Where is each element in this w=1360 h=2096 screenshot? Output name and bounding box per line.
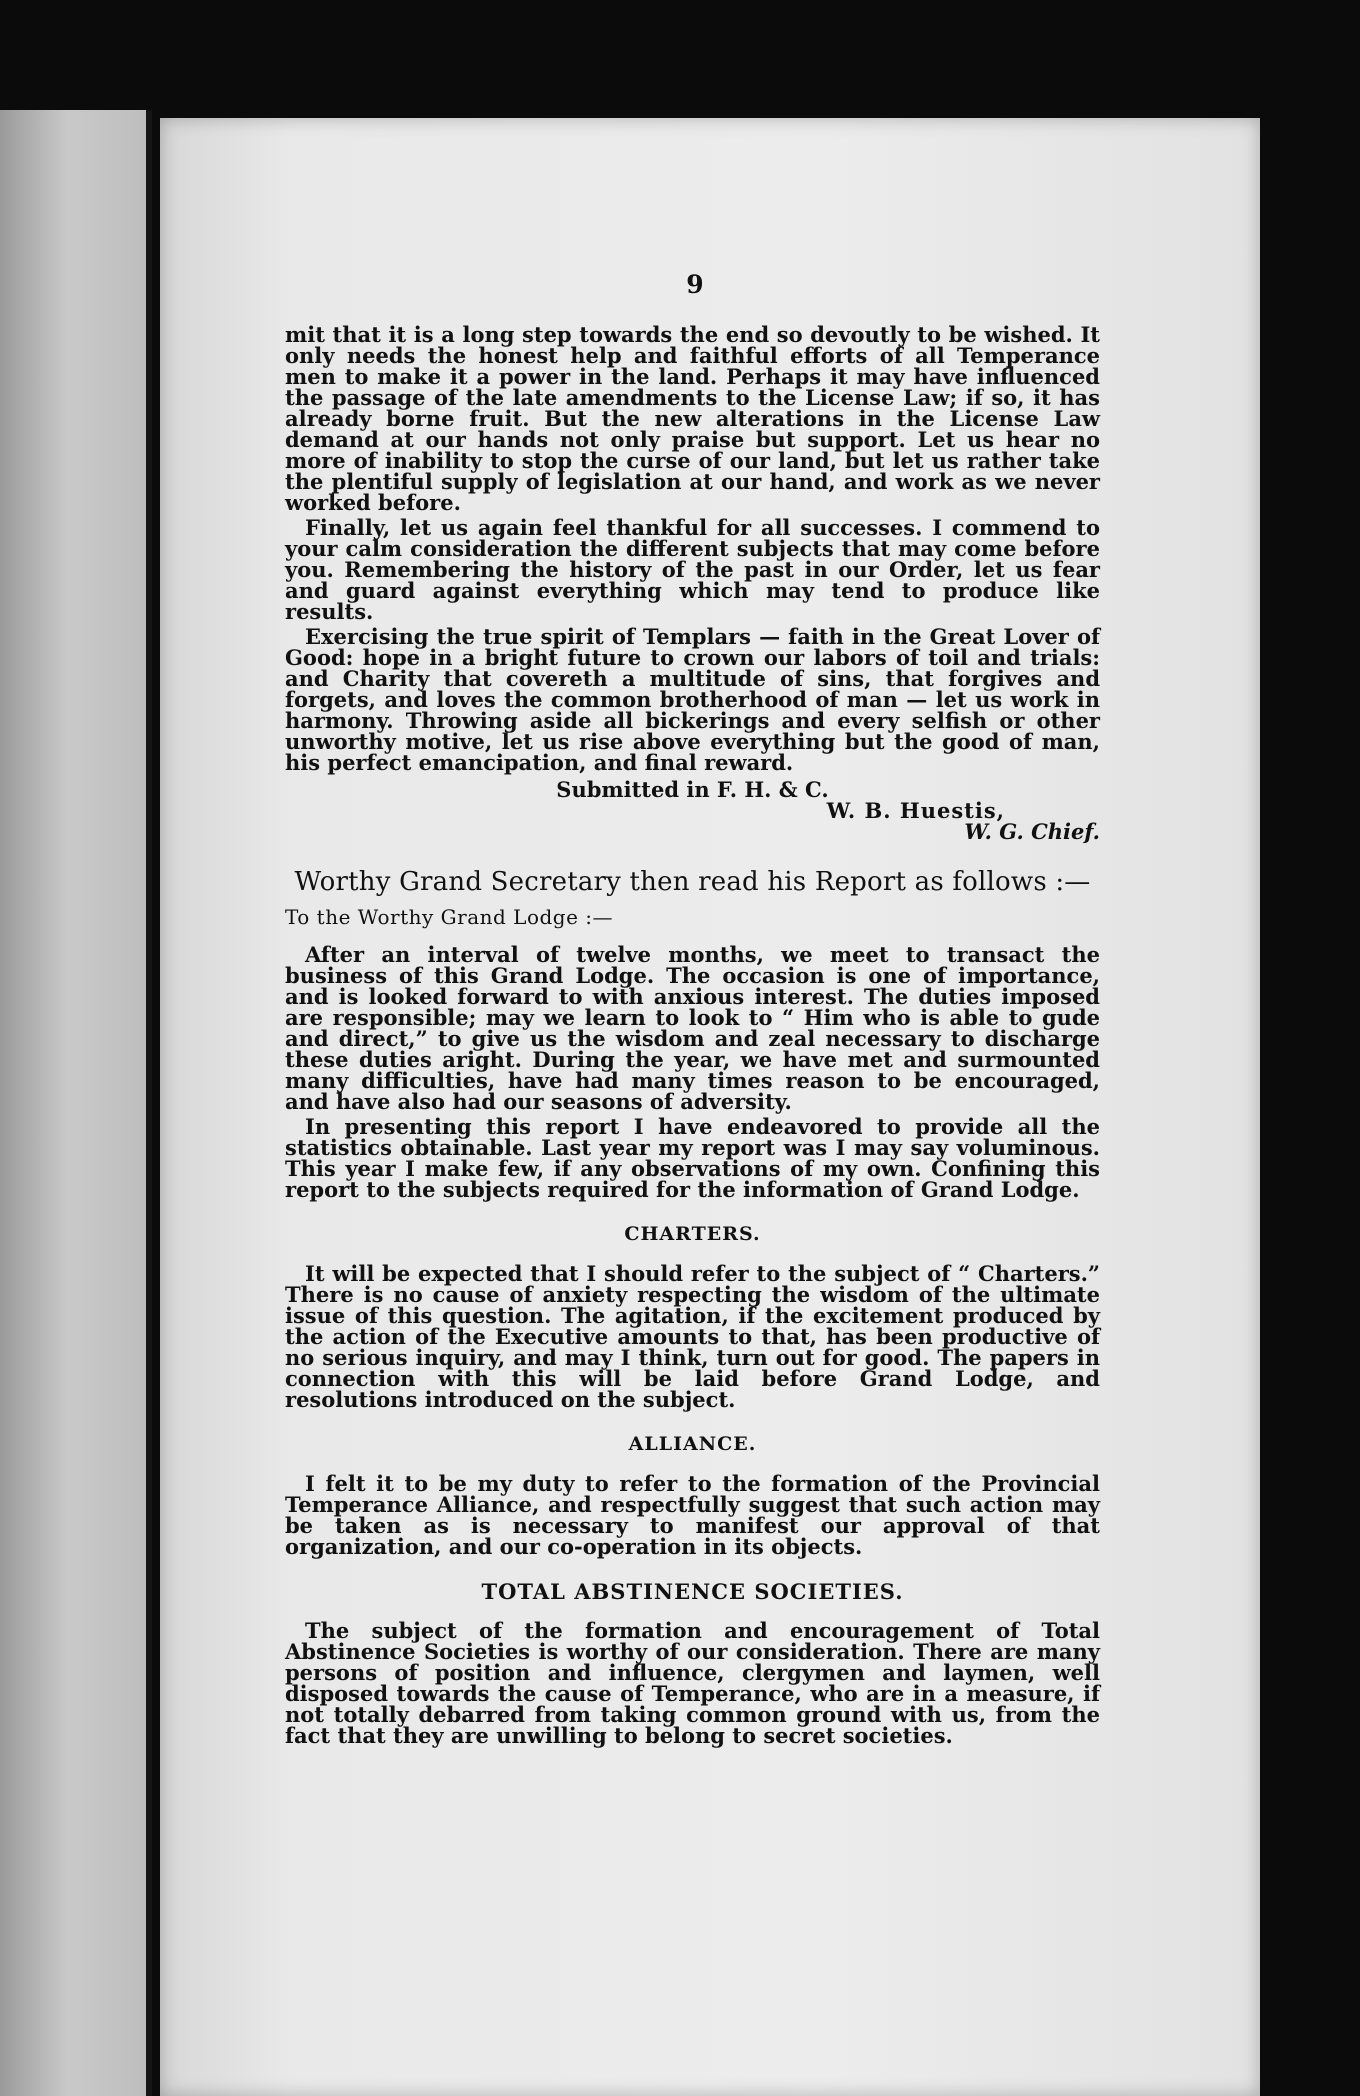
finally-paragraph: Finally, let us again feel thankful for all successes. I commend to your calm consideration the different subjects that may come before you. Remembering the history of the past in our Order, let us fear and guard against everything which may tend to produce like results. <box>285 515 1100 624</box>
submitted-line: Submitted in F. H. & C. <box>556 777 829 802</box>
section-heading-charters: CHARTERS. <box>624 1223 761 1245</box>
page-number: 9 <box>686 270 704 299</box>
page-body <box>285 268 1100 1746</box>
section-text-total-abstinence: The subject of the formation and encouragement of Total Abstinence Societies is worthy of our consideration. There are many persons of position and influence, clergymen and laymen, well disposed towards the cause of Temperance, who are in a measure, if not totally debarred from taking common ground with us, from the fact that they are unwilling to belong to secret societies. <box>285 1618 1100 1748</box>
signature-name: W. B. Huestis, <box>826 798 1005 823</box>
gutter-line <box>146 110 152 2096</box>
section-text-charters: It will be expected that I should refer to the subject of “ Charters.” There is no cause of anxiety respecting the wisdom of the ultimate issue of this question. The agitation, if the excitement produced by the action of the Executive amounts to that, has been productive of no serious inquiry, and may I think, turn out for good. The papers in connection with this will be laid before Grand Lodge, and resolutions introduced on the subject. <box>285 1261 1100 1412</box>
salutation: To the Worthy Grand Lodge :— <box>285 905 614 929</box>
report-paragraph: After an interval of twelve months, we meet to transact the business of this Grand Lodge. The occasion is one of importance, and is looked forward to with anxious interest. The duties imposed are responsible; may we learn to look to “ Him who is able to gude and direct,” to give us the wisdom and zeal necessary to discharge these duties aright. During the year, we have met and surmounted many difficulties, have had many times reason to be encouraged, and have also had our seasons of adversity. <box>285 942 1100 1114</box>
intro-block <box>285 324 1100 773</box>
signature-title: W. G. Chief. <box>964 819 1100 844</box>
section-heading-total-abstinence: TOTAL ABSTINENCE SOCIETIES. <box>481 1579 904 1604</box>
section-text-alliance: I felt it to be my duty to refer to the formation of the Provincial Temperance Alliance, and respectfully suggest that such action may be taken as is necessary to manifest our approval of that organization, and our co-operation in its objects. <box>285 1471 1100 1559</box>
report-heading: Worthy Grand Secretary then read his Report as follows :— <box>294 867 1091 897</box>
section-heading-alliance: ALLIANCE. <box>628 1433 757 1455</box>
report-paragraph: In presenting this report I have endeavored to provide all the statistics obtainable. Last year my report was I may say voluminous. This year I make few, if any observations of my own. Confining this report to the subjects required for the information of Grand Lodge. <box>285 1114 1100 1202</box>
facing-page-edge <box>0 110 150 2096</box>
exercising-paragraph: Exercising the true spirit of Templars — faith in the Great Lover of Good: hope in a bright future to crown our labors of toil and trials: and Charity that covereth a multitude of sins, that forgives and forgets, and loves the common brotherhood of man — let us work in harmony. Throwing aside all bickerings and every selfish or other unworthy motive, let us rise above everything but the good of man, his perfect emancipation, and final reward. <box>285 624 1100 775</box>
intro-paragraph: mit that it is a long step towards the end so devoutly to be wished. It only needs the honest help and faithful efforts of all Temperance men to make it a power in the land. Perhaps it may have influenced the passage of the late amendments to the License Law; if so, it has already borne fruit. But the new alterations in the License Law demand at our hands not only praise but support. Let us hear no more of inability to stop the curse of our land, but let us rather take the plentiful supply of legislation at our hand, and work as we never worked before. <box>285 322 1100 515</box>
